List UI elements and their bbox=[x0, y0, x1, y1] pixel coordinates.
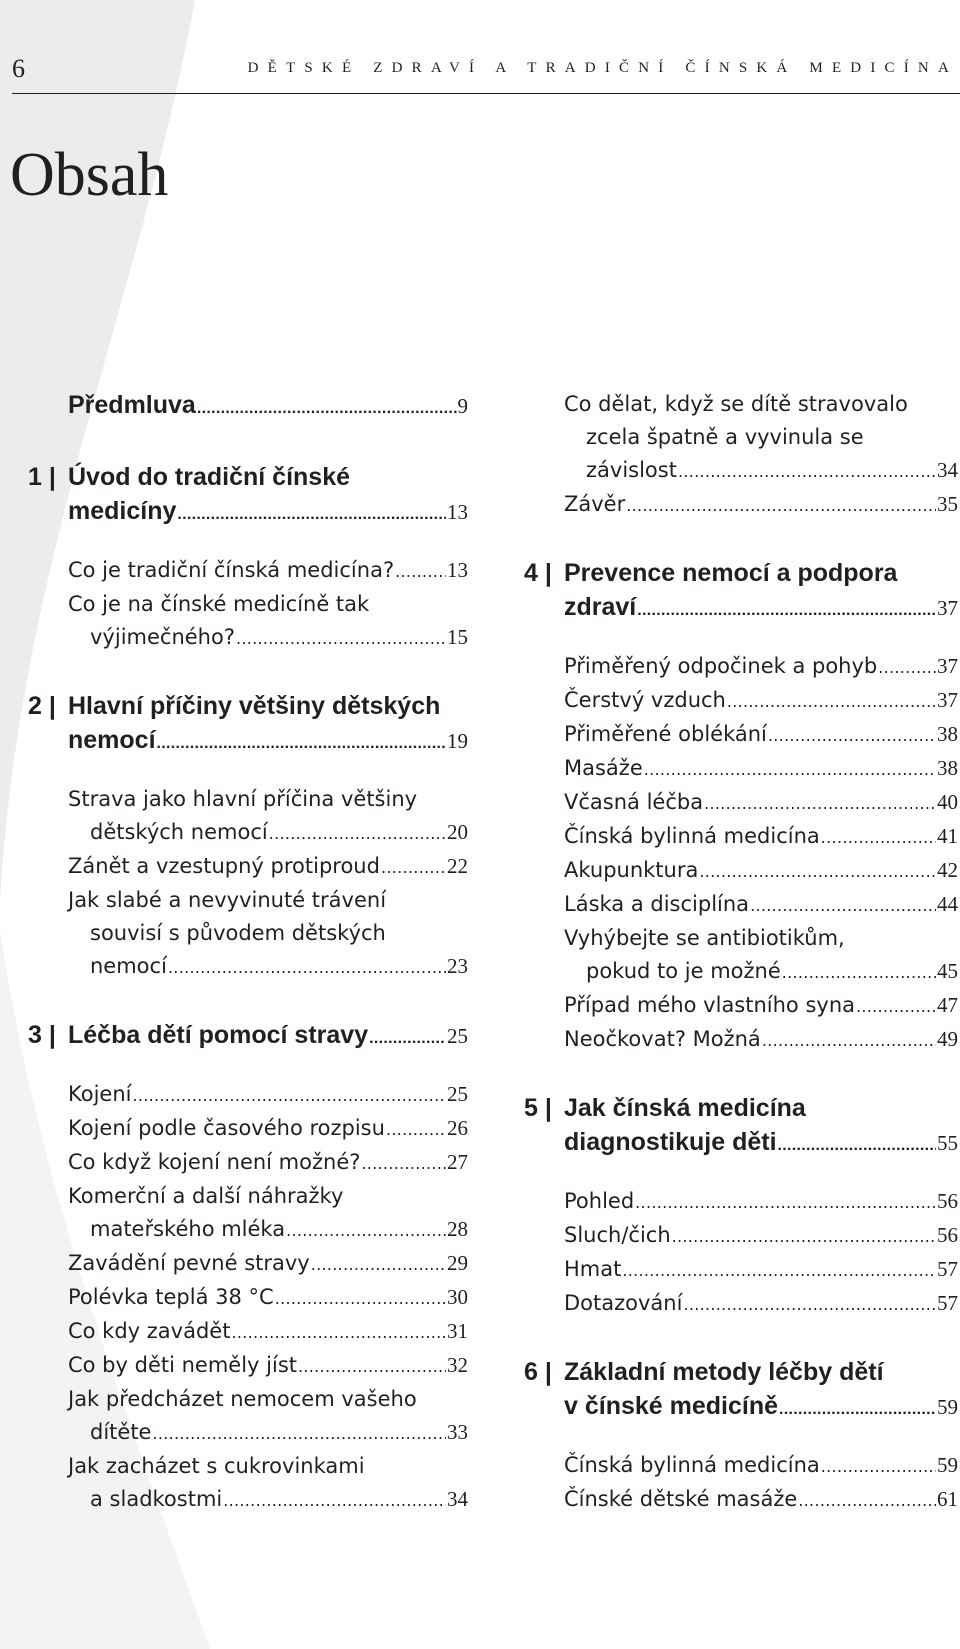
page-ref: 59 bbox=[937, 1453, 958, 1477]
toc-section-entry[interactable] bbox=[28, 1450, 468, 1517]
page-ref: 47 bbox=[937, 993, 958, 1017]
dot-leader bbox=[683, 1288, 936, 1321]
entry-body bbox=[68, 1180, 468, 1247]
entry-body bbox=[564, 1023, 958, 1057]
dot-leader bbox=[386, 1113, 446, 1146]
entry-body bbox=[68, 388, 468, 426]
entry-title-line: Masáže bbox=[564, 756, 643, 780]
chapter-number: 3 | bbox=[28, 1021, 56, 1049]
toc-section-entry[interactable] bbox=[524, 1023, 958, 1057]
toc-section-entry[interactable] bbox=[524, 388, 958, 488]
entry-body bbox=[564, 1253, 958, 1287]
dot-leader bbox=[798, 1484, 936, 1517]
entry-last-line bbox=[564, 1125, 958, 1163]
toc-section-entry[interactable] bbox=[524, 1287, 958, 1321]
dot-leader bbox=[381, 851, 446, 884]
page-ref: 19 bbox=[447, 729, 468, 753]
entry-last-line bbox=[68, 1416, 468, 1450]
dot-leader bbox=[168, 951, 446, 984]
entry-last-line bbox=[68, 1112, 468, 1146]
toc-section-entry[interactable] bbox=[524, 752, 958, 786]
toc-section-entry[interactable] bbox=[524, 888, 958, 922]
entry-title-line: mateřského mléka bbox=[90, 1217, 286, 1241]
entry-body bbox=[68, 783, 468, 850]
dot-leader bbox=[197, 392, 457, 426]
page-ref: 35 bbox=[937, 492, 958, 516]
entry-last-line bbox=[68, 850, 468, 884]
entry-last-line bbox=[68, 1078, 468, 1112]
dot-leader bbox=[672, 1220, 936, 1253]
entry-title-line: výjimečného? bbox=[90, 625, 235, 649]
page-ref: 59 bbox=[937, 1395, 958, 1419]
entry-body bbox=[68, 1450, 468, 1517]
page-ref: 25 bbox=[447, 1024, 468, 1048]
toc-section-entry[interactable] bbox=[524, 854, 958, 888]
entry-body bbox=[564, 854, 958, 888]
dot-leader bbox=[152, 1417, 446, 1450]
page-ref: 26 bbox=[447, 1116, 468, 1140]
entry-title-line: Čínská bylinná medicína bbox=[564, 824, 820, 848]
entry-body bbox=[564, 1185, 958, 1219]
chapter-number: 1 | bbox=[28, 463, 56, 491]
page-ref: 13 bbox=[447, 500, 468, 524]
page-number: 6 bbox=[12, 54, 25, 83]
toc-section-entry[interactable] bbox=[524, 1219, 958, 1253]
entry-title-line: Hlavní příčiny většiny dětských bbox=[68, 692, 441, 720]
dot-leader bbox=[856, 990, 936, 1023]
page-ref: 31 bbox=[447, 1319, 468, 1343]
toc-section-entry[interactable] bbox=[524, 820, 958, 854]
dot-leader bbox=[236, 622, 446, 655]
entry-title-line: zcela špatně a vyvinula se bbox=[586, 425, 864, 449]
entry-last-line bbox=[68, 1247, 468, 1281]
dot-leader bbox=[369, 1022, 446, 1056]
toc-section-entry[interactable] bbox=[28, 1146, 468, 1180]
dot-leader bbox=[298, 1350, 446, 1383]
page-ref: 42 bbox=[937, 858, 958, 882]
entry-body bbox=[564, 752, 958, 786]
toc-section-entry[interactable] bbox=[28, 1349, 468, 1383]
toc-section-entry[interactable] bbox=[28, 1383, 468, 1450]
entry-last-line bbox=[564, 684, 958, 718]
entry-last-line bbox=[68, 494, 468, 532]
entry-last-line bbox=[68, 1483, 468, 1517]
dot-leader bbox=[622, 1254, 936, 1287]
entry-body bbox=[564, 1287, 958, 1321]
toc-section-entry[interactable] bbox=[524, 922, 958, 989]
page-ref: 40 bbox=[937, 790, 958, 814]
entry-body bbox=[564, 786, 958, 820]
page-ref: 22 bbox=[447, 854, 468, 878]
entry-body bbox=[564, 1483, 958, 1517]
entry-title-line: Zánět a vzestupný protiproud bbox=[68, 854, 380, 878]
chapter-number: 6 | bbox=[524, 1358, 552, 1386]
toc-section-entry[interactable] bbox=[28, 1315, 468, 1349]
dot-leader bbox=[231, 1316, 446, 1349]
page-header bbox=[12, 52, 960, 88]
entry-title-line: medicíny bbox=[68, 497, 177, 525]
page-ref: 27 bbox=[447, 1150, 468, 1174]
entry-title-line: Kojení podle časového rozpisu bbox=[68, 1116, 385, 1140]
entry-body bbox=[68, 460, 468, 532]
dot-leader bbox=[782, 956, 936, 989]
toc-chapter-entry[interactable] bbox=[524, 1355, 958, 1427]
page-ref: 29 bbox=[447, 1251, 468, 1275]
entry-title-line: Dotazování bbox=[564, 1291, 683, 1315]
toc-section-entry[interactable] bbox=[524, 488, 958, 522]
entry-title-line: Přiměřené oblékání bbox=[564, 722, 767, 746]
dot-leader bbox=[678, 455, 936, 488]
entry-title-line: Včasná léčba bbox=[564, 790, 704, 814]
entry-body bbox=[564, 1449, 958, 1483]
entry-body bbox=[68, 884, 468, 984]
entry-body bbox=[564, 1219, 958, 1253]
entry-title-line: Strava jako hlavní příčina většiny bbox=[68, 787, 418, 811]
entry-last-line bbox=[68, 1281, 468, 1315]
dot-leader bbox=[778, 1129, 936, 1163]
entry-title-line: Hmat bbox=[564, 1257, 622, 1281]
entry-last-line bbox=[564, 752, 958, 786]
toc-section-entry[interactable] bbox=[524, 718, 958, 752]
entry-body bbox=[68, 1281, 468, 1315]
entry-last-line bbox=[564, 820, 958, 854]
entry-body bbox=[68, 1146, 468, 1180]
entry-title-line: Láska a disciplína bbox=[564, 892, 750, 916]
entry-body bbox=[564, 718, 958, 752]
page-ref: 44 bbox=[937, 892, 958, 916]
toc-section-entry[interactable] bbox=[524, 650, 958, 684]
entry-last-line bbox=[564, 1449, 958, 1483]
dot-leader bbox=[361, 1147, 446, 1180]
entry-last-line bbox=[68, 554, 468, 588]
page-ref: 34 bbox=[937, 458, 958, 482]
entry-last-line bbox=[68, 388, 468, 426]
dot-leader bbox=[637, 594, 936, 628]
entry-body bbox=[68, 850, 468, 884]
entry-body bbox=[68, 1078, 468, 1112]
entry-title-line: Předmluva bbox=[68, 391, 196, 419]
entry-title-line: Akupunktura bbox=[564, 858, 699, 882]
entry-last-line bbox=[564, 650, 958, 684]
page-ref: 30 bbox=[447, 1285, 468, 1309]
toc-section-entry[interactable] bbox=[28, 1078, 468, 1112]
chapter-number: 2 | bbox=[28, 692, 56, 720]
entry-body bbox=[564, 989, 958, 1023]
toc-section-entry[interactable] bbox=[524, 786, 958, 820]
page-ref: 37 bbox=[937, 596, 958, 620]
entry-title-line: dítěte bbox=[90, 1420, 152, 1444]
toc-section-entry[interactable] bbox=[524, 1483, 958, 1517]
toc-section-entry[interactable] bbox=[28, 884, 468, 984]
toc-section-entry[interactable] bbox=[28, 1180, 468, 1247]
toc-section-entry[interactable] bbox=[524, 1185, 958, 1219]
entry-last-line bbox=[564, 989, 958, 1023]
entry-title-line: Jak předcházet nemocem vašeho bbox=[68, 1387, 417, 1411]
entry-title-line: Jak slabé a nevyvinuté trávení bbox=[68, 888, 387, 912]
entry-last-line bbox=[68, 621, 468, 655]
entry-last-line bbox=[68, 1146, 468, 1180]
dot-leader bbox=[821, 821, 936, 854]
toc-chapter-entry[interactable] bbox=[524, 556, 958, 628]
entry-last-line bbox=[564, 786, 958, 820]
entry-last-line bbox=[68, 950, 468, 984]
toc-right-column bbox=[524, 388, 958, 1517]
dot-leader bbox=[644, 753, 936, 786]
toc-left-column bbox=[28, 388, 468, 1517]
entry-title-line: Jak čínská medicína bbox=[564, 1094, 806, 1122]
page-ref: 32 bbox=[447, 1353, 468, 1377]
entry-last-line bbox=[564, 1219, 958, 1253]
entry-body bbox=[564, 556, 958, 628]
entry-body bbox=[68, 1349, 468, 1383]
entry-body bbox=[564, 650, 958, 684]
page-ref: 56 bbox=[937, 1189, 958, 1213]
entry-title-line: Jak zacházet s cukrovinkami bbox=[68, 1454, 365, 1478]
entry-title-line: Pohled bbox=[564, 1189, 635, 1213]
entry-last-line bbox=[68, 1018, 468, 1056]
entry-title-line: Co dělat, když se dítě stravovalo bbox=[564, 392, 908, 416]
entry-title-line: Čerstvý vzduch bbox=[564, 688, 726, 712]
entry-last-line bbox=[68, 1315, 468, 1349]
dot-leader bbox=[626, 489, 936, 522]
toc-section-entry[interactable] bbox=[28, 850, 468, 884]
page-ref: 33 bbox=[447, 1420, 468, 1444]
dot-leader bbox=[635, 1186, 936, 1219]
page-ref: 28 bbox=[447, 1217, 468, 1241]
entry-body bbox=[564, 1091, 958, 1163]
page-ref: 49 bbox=[937, 1027, 958, 1051]
dot-leader bbox=[878, 651, 936, 684]
page-ref: 23 bbox=[447, 954, 468, 978]
toc-title: Obsah bbox=[10, 141, 169, 209]
page-ref: 61 bbox=[937, 1487, 958, 1511]
entry-last-line bbox=[564, 488, 958, 522]
entry-title-line: závislost bbox=[586, 458, 677, 482]
page-ref: 15 bbox=[447, 625, 468, 649]
dot-leader bbox=[311, 1248, 446, 1281]
entry-body bbox=[68, 1018, 468, 1056]
entry-title-line: Co je na čínské medicíně tak bbox=[68, 592, 370, 616]
page-ref: 20 bbox=[447, 820, 468, 844]
entry-title-line: Kojení bbox=[68, 1082, 132, 1106]
toc-chapter-entry[interactable] bbox=[28, 689, 468, 761]
entry-last-line bbox=[68, 816, 468, 850]
entry-body bbox=[564, 888, 958, 922]
page-ref: 57 bbox=[937, 1257, 958, 1281]
page-ref: 9 bbox=[457, 394, 468, 418]
entry-last-line bbox=[564, 590, 958, 628]
entry-body bbox=[68, 689, 468, 761]
dot-leader bbox=[699, 855, 936, 888]
entry-body bbox=[564, 922, 958, 989]
entry-title-line: Prevence nemocí a podpora bbox=[564, 559, 898, 587]
toc-section-entry[interactable] bbox=[28, 1112, 468, 1146]
entry-body bbox=[564, 684, 958, 718]
chapter-number: 4 | bbox=[524, 559, 552, 587]
toc-section-entry[interactable] bbox=[524, 1253, 958, 1287]
entry-body bbox=[68, 1247, 468, 1281]
page-ref: 34 bbox=[447, 1487, 468, 1511]
dot-leader bbox=[821, 1450, 936, 1483]
entry-title-line: a sladkostmi bbox=[90, 1487, 223, 1511]
entry-body bbox=[68, 554, 468, 588]
toc-chapter-entry[interactable] bbox=[28, 460, 468, 532]
dot-leader bbox=[177, 498, 446, 532]
entry-title-line: Neočkovat? Možná bbox=[564, 1027, 761, 1051]
entry-title-line: Polévka teplá 38 °C bbox=[68, 1285, 274, 1309]
page-ref: 13 bbox=[447, 558, 468, 582]
entry-body bbox=[564, 388, 958, 488]
entry-last-line bbox=[564, 1287, 958, 1321]
page-ref: 41 bbox=[937, 824, 958, 848]
entry-last-line bbox=[564, 854, 958, 888]
entry-title-line: Co je tradiční čínská medicína? bbox=[68, 558, 395, 582]
page-ref: 57 bbox=[937, 1291, 958, 1315]
entry-title-line: Případ mého vlastního syna bbox=[564, 993, 856, 1017]
dot-leader bbox=[727, 685, 936, 718]
entry-body bbox=[68, 1112, 468, 1146]
entry-title-line: diagnostikuje děti bbox=[564, 1128, 777, 1156]
entry-title-line: Sluch/čich bbox=[564, 1223, 671, 1247]
toc-section-entry[interactable] bbox=[28, 783, 468, 850]
entry-title-line: Čínská bylinná medicína bbox=[564, 1453, 820, 1477]
running-title: DĚTSKÉ ZDRAVÍ A TRADIČNÍ ČÍNSKÁ MEDICÍNA bbox=[247, 60, 958, 76]
dot-leader bbox=[286, 1214, 446, 1247]
toc-section-entry[interactable] bbox=[524, 989, 958, 1023]
dot-leader bbox=[704, 787, 936, 820]
page-ref: 55 bbox=[937, 1131, 958, 1155]
entry-body bbox=[68, 1383, 468, 1450]
dot-leader bbox=[157, 727, 446, 761]
toc-section-entry[interactable] bbox=[28, 1281, 468, 1315]
dot-leader bbox=[762, 1024, 936, 1057]
entry-title-line: souvisí s původem dětských bbox=[90, 921, 386, 945]
page-ref: 37 bbox=[937, 688, 958, 712]
page-ref: 38 bbox=[937, 756, 958, 780]
entry-title-line: nemocí bbox=[68, 726, 156, 754]
entry-last-line bbox=[564, 454, 958, 488]
toc-section-entry[interactable] bbox=[524, 1449, 958, 1483]
dot-leader bbox=[395, 555, 446, 588]
entry-title-line: Základní metody léčby dětí bbox=[564, 1358, 884, 1386]
entry-title-line: v čínské medicíně bbox=[564, 1392, 779, 1420]
entry-title-line: Čínské dětské masáže bbox=[564, 1487, 798, 1511]
entry-title-line: pokud to je možné bbox=[586, 959, 781, 983]
entry-last-line bbox=[564, 1483, 958, 1517]
toc-section-entry[interactable] bbox=[524, 684, 958, 718]
page-ref: 25 bbox=[447, 1082, 468, 1106]
dot-leader bbox=[223, 1484, 446, 1517]
entry-last-line bbox=[564, 1185, 958, 1219]
toc-chapter-entry[interactable] bbox=[524, 1091, 958, 1163]
entry-title-line: dětských nemocí bbox=[90, 820, 268, 844]
dot-leader bbox=[750, 889, 936, 922]
entry-body bbox=[564, 488, 958, 522]
entry-title-line: Zavádění pevné stravy bbox=[68, 1251, 310, 1275]
header-rule bbox=[12, 93, 960, 94]
entry-title-line: Léčba dětí pomocí stravy bbox=[68, 1021, 369, 1049]
dot-leader bbox=[768, 719, 936, 752]
toc-section-entry[interactable] bbox=[28, 554, 468, 588]
entry-body bbox=[68, 1315, 468, 1349]
entry-title-line: Co když kojení není možné? bbox=[68, 1150, 361, 1174]
entry-last-line bbox=[564, 718, 958, 752]
entry-last-line bbox=[68, 723, 468, 761]
entry-title-line: zdraví bbox=[564, 593, 637, 621]
entry-body bbox=[564, 1355, 958, 1427]
entry-title-line: Vyhýbejte se antibiotikům, bbox=[564, 926, 845, 950]
entry-last-line bbox=[564, 888, 958, 922]
entry-last-line bbox=[564, 1389, 958, 1427]
entry-last-line bbox=[68, 1349, 468, 1383]
entry-title-line: nemocí bbox=[90, 954, 167, 978]
chapter-number: 5 | bbox=[524, 1094, 552, 1122]
entry-body bbox=[564, 820, 958, 854]
entry-last-line bbox=[564, 1023, 958, 1057]
dot-leader bbox=[269, 817, 446, 850]
page-ref: 38 bbox=[937, 722, 958, 746]
entry-title-line: Co by děti neměly jíst bbox=[68, 1353, 298, 1377]
entry-last-line bbox=[564, 955, 958, 989]
dot-leader bbox=[275, 1282, 446, 1315]
toc-chapter-entry[interactable] bbox=[28, 1018, 468, 1056]
toc-section-entry[interactable] bbox=[28, 588, 468, 655]
entry-last-line bbox=[68, 1213, 468, 1247]
entry-title-line: Závěr bbox=[564, 492, 626, 516]
dot-leader bbox=[779, 1393, 936, 1427]
page-ref: 45 bbox=[937, 959, 958, 983]
entry-last-line bbox=[564, 1253, 958, 1287]
entry-title-line: Úvod do tradiční čínské bbox=[68, 463, 351, 491]
page-ref: 56 bbox=[937, 1223, 958, 1247]
page-ref: 37 bbox=[937, 654, 958, 678]
toc-section-entry[interactable] bbox=[28, 1247, 468, 1281]
entry-body bbox=[68, 588, 468, 655]
toc-chapter-entry[interactable] bbox=[28, 388, 468, 426]
dot-leader bbox=[132, 1079, 446, 1112]
entry-title-line: Co kdy zavádět bbox=[68, 1319, 231, 1343]
entry-title-line: Přiměřený odpočinek a pohyb bbox=[564, 654, 878, 678]
entry-title-line: Komerční a další náhražky bbox=[68, 1184, 344, 1208]
